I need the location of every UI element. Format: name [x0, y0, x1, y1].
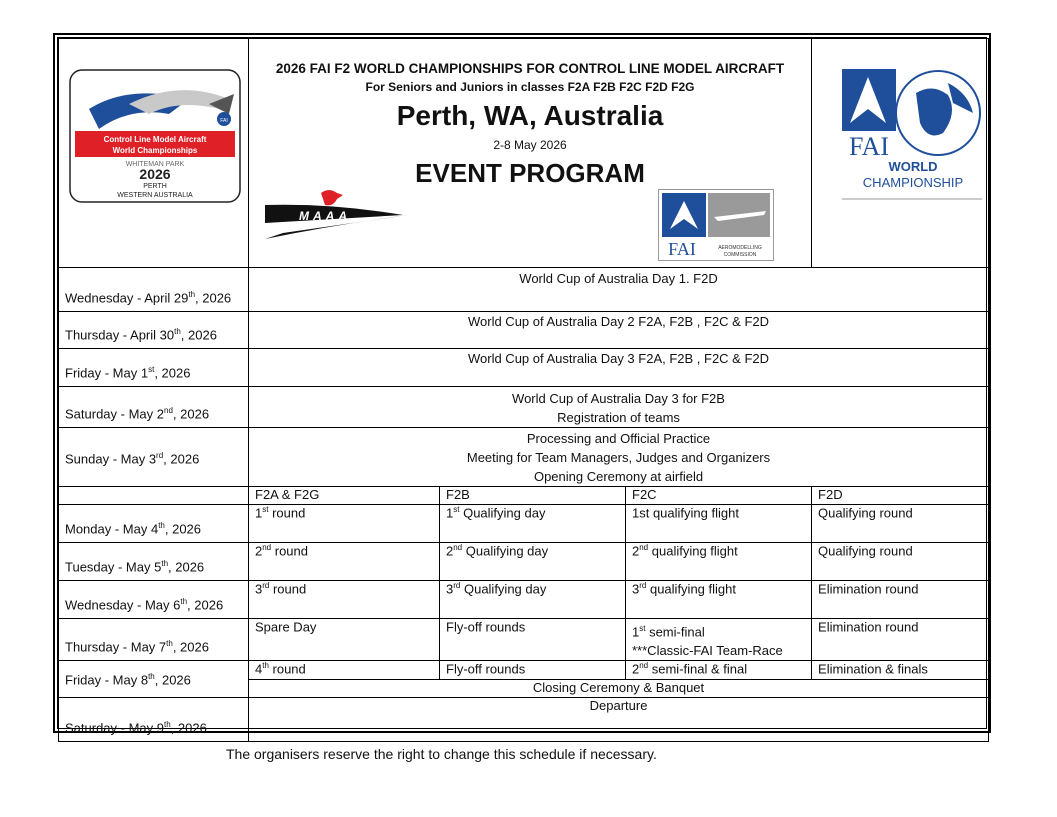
day-cell: Friday - May 8th, 2026 [59, 661, 249, 698]
class-header: F2D [812, 487, 989, 505]
logo-fai-badge: FAI [220, 118, 228, 124]
table-row [59, 312, 989, 349]
f2c-cell: 3rd qualifying flight [626, 581, 812, 619]
closing-ceremony-cell: Closing Ceremony & Banquet [249, 680, 989, 698]
day-cell: Monday - May 4th, 2026 [59, 505, 249, 543]
fai-world-championship-logo [838, 63, 984, 203]
table-row [59, 387, 989, 428]
right-logo-fai: FAI [849, 132, 890, 161]
fai-aero-fai: FAI [668, 239, 696, 259]
header-city: Perth, WA, Australia [396, 100, 664, 131]
f2a-cell: 4th round [249, 661, 440, 680]
departure-cell: Departure [249, 698, 989, 742]
fai-aeromodelling-logo [658, 189, 774, 261]
fai-aero-line2: COMMISSION [723, 252, 757, 258]
logo-line1: Control Line Model Aircraft [103, 135, 207, 144]
table-row [59, 543, 989, 581]
header-dates: 2-8 May 2026 [493, 138, 567, 152]
day-cell: Thursday - May 7th, 2026 [59, 619, 249, 661]
table-row [59, 581, 989, 619]
class-header: F2B [440, 487, 626, 505]
f2a-cell: Spare Day [249, 619, 440, 661]
table-row [59, 619, 989, 661]
event-program-table [58, 38, 989, 742]
f2d-cell: Qualifying round [812, 543, 989, 581]
championship-logo [69, 69, 241, 203]
table-row [59, 268, 989, 312]
logo-state: WESTERN AUSTRALIA [117, 192, 193, 199]
activity-cell: World Cup of Australia Day 2 F2A, F2B , F2C & F2D [249, 312, 989, 349]
footer-disclaimer: The organisers reserve the right to change this schedule if necessary. [226, 746, 657, 762]
table-row [59, 698, 989, 742]
f2c-cell: 2nd semi-final & final [626, 661, 812, 680]
table-row [59, 661, 989, 680]
day-cell: Thursday - April 30th, 2026 [59, 312, 249, 349]
f2d-cell: Elimination round [812, 581, 989, 619]
fai-aero-line1: AEROMODELLING [718, 245, 762, 251]
logo-year: 2026 [139, 166, 171, 182]
header-event-program: EVENT PROGRAM [415, 158, 645, 188]
class-header-blank [59, 487, 249, 505]
logo-park: WHITEMAN PARK [125, 161, 185, 168]
maaa-text: MAAA [299, 209, 351, 223]
left-logo-cell [59, 39, 249, 268]
day-cell: Wednesday - May 6th, 2026 [59, 581, 249, 619]
day-cell: Sunday - May 3rd, 2026 [59, 428, 249, 487]
activity-cell: World Cup of Australia Day 3 F2A, F2B , F2C & F2D [249, 349, 989, 387]
f2b-cell: Fly-off rounds [440, 619, 626, 661]
f2b-cell: 2nd Qualifying day [440, 543, 626, 581]
day-cell: Friday - May 1st, 2026 [59, 349, 249, 387]
day-cell: Wednesday - April 29th, 2026 [59, 268, 249, 312]
f2a-cell: 2nd round [249, 543, 440, 581]
header-center-cell [249, 39, 812, 268]
right-logo-world: WORLD [888, 159, 938, 174]
table-row [59, 428, 989, 487]
maaa-logo [263, 185, 413, 247]
classic-team-race-note: ***Classic-FAI Team-Race [632, 643, 783, 659]
day-cell: Saturday - May 9th, 2026 [59, 698, 249, 742]
f2a-cell: 3rd round [249, 581, 440, 619]
f2d-cell: Elimination round [812, 619, 989, 661]
right-logo-cell [812, 39, 989, 268]
header-title-line1: 2026 FAI F2 WORLD CHAMPIONSHIPS FOR CONTROL LINE MODEL AIRCRAFT [275, 61, 785, 76]
activity-cell: Processing and Official Practice Meeting for Team Managers, Judges and Organizers Opening Ceremony at airfield [249, 428, 989, 487]
f2c-cell: 1st qualifying flight [626, 505, 812, 543]
f2d-cell: Elimination & finals [812, 661, 989, 680]
f2b-cell: 3rd Qualifying day [440, 581, 626, 619]
program-frame [53, 33, 991, 736]
logo-line2: World Championships [112, 146, 198, 155]
class-header: F2A & F2G [249, 487, 440, 505]
f2c-cell: 1st semi-final ***Classic-FAI Team-Race [626, 619, 812, 661]
right-logo-championship: CHAMPIONSHIP [862, 175, 964, 190]
f2b-cell: 1st Qualifying day [440, 505, 626, 543]
header-title-line2: For Seniors and Juniors in classes F2A F2B F2C F2D F2G [365, 80, 695, 94]
day-cell: Tuesday - May 5th, 2026 [59, 543, 249, 581]
day-cell: Saturday - May 2nd, 2026 [59, 387, 249, 428]
f2a-cell: 1st round [249, 505, 440, 543]
f2b-cell: Fly-off rounds [440, 661, 626, 680]
activity-cell: World Cup of Australia Day 3 for F2B Registration of teams [249, 387, 989, 428]
f2c-cell: 2nd qualifying flight [626, 543, 812, 581]
table-row [59, 505, 989, 543]
logo-city: PERTH [143, 183, 167, 190]
activity-cell: World Cup of Australia Day 1. F2D [249, 268, 989, 312]
class-header-row [59, 487, 989, 505]
table-row [59, 349, 989, 387]
class-header: F2C [626, 487, 812, 505]
program-frame-inner [57, 37, 987, 736]
f2d-cell: Qualifying round [812, 505, 989, 543]
